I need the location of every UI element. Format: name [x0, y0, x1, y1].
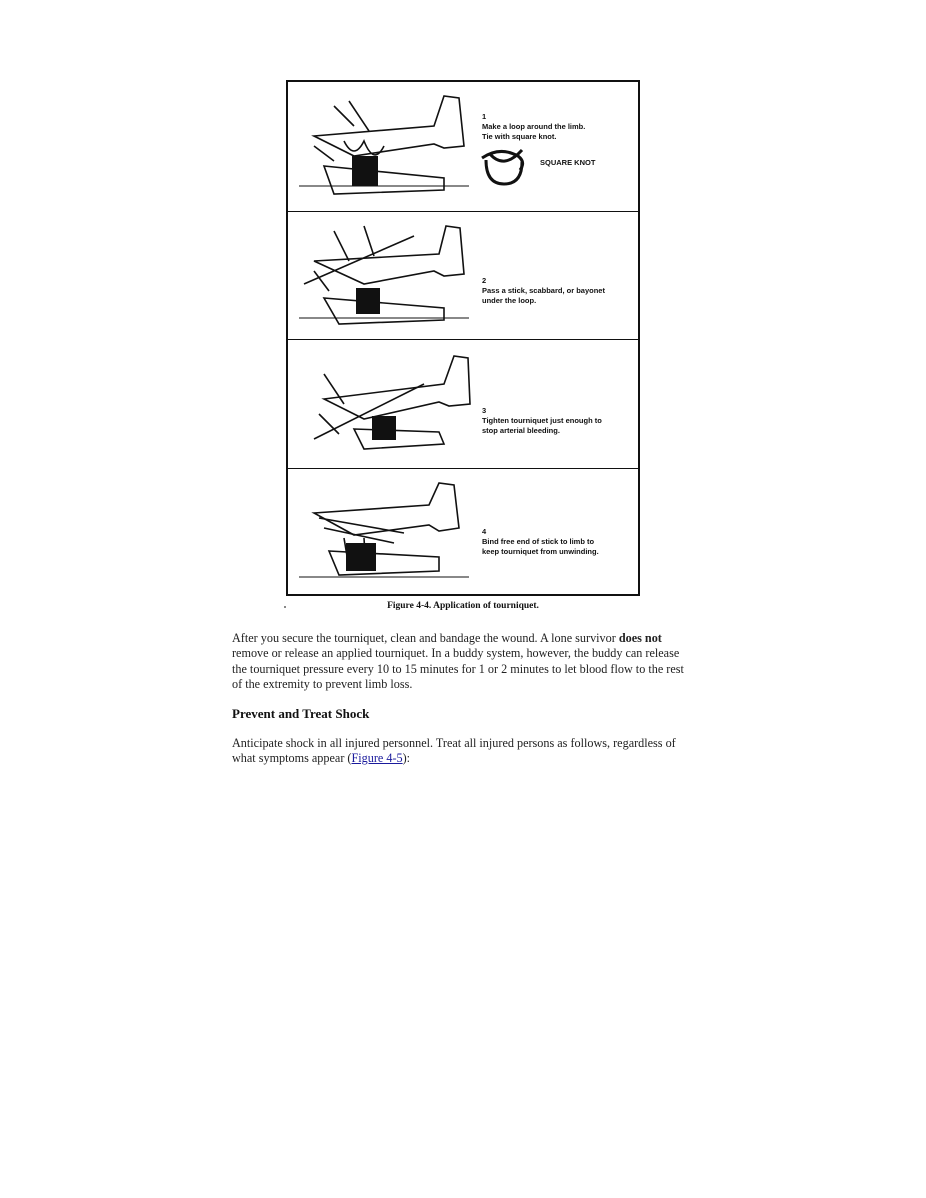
- paragraph-shock: [232, 736, 696, 767]
- figure-panel-4: [288, 469, 638, 594]
- paragraph-2-text-b: ):: [402, 751, 411, 766]
- step-2-text: [482, 266, 605, 306]
- paragraph-1-text-a: After you secure the tourniquet, clean and bandage the wound. A lone survivor: [232, 631, 619, 645]
- paragraph-1-text-b: remove or release an applied tourniquet. In a buddy system, however, the buddy can release the tourniquet pressure every 10 to 15 minutes for 1 or 2 minutes to let blood flow to the rest of the extremity to prevent limb loss.: [232, 646, 684, 691]
- step-4-instruction: Bind free end of stick to limb to keep tourniquet from unwinding.: [482, 537, 599, 556]
- figure-panel-1: [288, 82, 638, 212]
- leg-tighten-illustration: [294, 344, 474, 462]
- step-3-text: [482, 396, 602, 436]
- paragraph-1-emphasis: does not: [618, 631, 662, 645]
- square-knot-label: SQUARE KNOT: [540, 158, 596, 167]
- step-3-number: 3: [482, 406, 487, 415]
- square-knot-diagram: [480, 140, 530, 186]
- tourniquet-figure: [286, 80, 640, 596]
- step-2-number: 2: [482, 276, 487, 285]
- figure-panel-2: [288, 212, 638, 340]
- step-3-instruction: Tighten tourniquet just enough to stop arterial bleeding.: [482, 416, 602, 435]
- step-2-instruction: Pass a stick, scabbard, or bayonet under the loop.: [482, 286, 605, 305]
- figure-panel-3: [288, 340, 638, 469]
- step-4-text: [482, 517, 599, 557]
- leg-loop-illustration: [294, 86, 474, 206]
- leg-bind-illustration: [294, 473, 474, 589]
- step-1-instruction: Make a loop around the limb. Tie with square knot.: [482, 122, 586, 141]
- leg-stick-illustration: [294, 216, 474, 334]
- paragraph-tourniquet: [232, 631, 696, 692]
- step-1-number: 1: [482, 112, 487, 121]
- step-1-text: [482, 102, 585, 142]
- paragraph-2-text-a: Anticipate shock in all injured personnel. Treat all injured persons as follows, regardless of what symptoms appear (: [232, 736, 676, 766]
- figure-4-5-link[interactable]: Figure 4-5: [351, 751, 403, 766]
- section-heading: Prevent and Treat Shock: [232, 706, 370, 721]
- figure-caption: Figure 4-4. Application of tourniquet.: [387, 601, 539, 611]
- step-4-number: 4: [482, 527, 487, 536]
